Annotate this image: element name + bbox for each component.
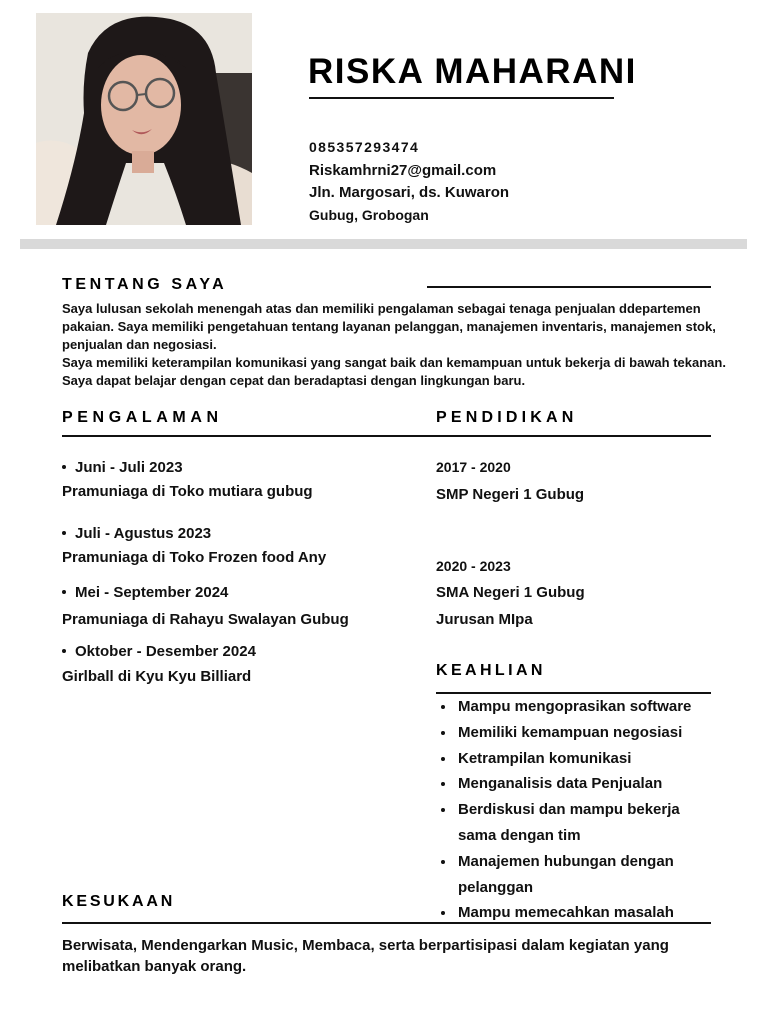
header-separator-band xyxy=(20,239,747,249)
address-line-1: Jln. Margosari, ds. Kuwaron xyxy=(309,184,510,201)
experience-role: Pramuniaga di Toko mutiara gubug xyxy=(62,483,313,500)
education-period: 2017 - 2020 xyxy=(436,459,511,475)
experience-period: Juni - Juli 2023 xyxy=(62,459,183,476)
about-paragraph-1: Saya lulusan sekolah menengah atas dan memiliki pengalaman sebagai tenaga penjualan ddepartemen pakaian. Saya memiliki pengetahuan tentang layanan pelanggan, manajemen inventaris, manajemen stok, penjualan dan negosiasi. xyxy=(62,301,716,352)
skill-item-continuation: pelanggan xyxy=(458,878,534,896)
bullet-icon xyxy=(62,465,66,469)
education-school: SMA Negeri 1 Gubug xyxy=(436,584,585,601)
education-major: Jurusan MIpa xyxy=(436,611,533,628)
skills-list xyxy=(440,694,691,926)
skill-item: Berdiskusi dan mampu bekerja xyxy=(440,797,691,823)
skill-item-continuation: sama dengan tim xyxy=(458,826,581,844)
about-paragraph-2: Saya memiliki keterampilan komunikasi yang sangat baik dan kemampuan untuk bekerja di bawah tekanan. Saya dapat belajar dengan cepat dan beradaptasi dengan lingkungan baru. xyxy=(62,355,726,388)
profile-photo xyxy=(36,13,252,225)
bullet-icon xyxy=(62,531,66,535)
experience-period: Juli - Agustus 2023 xyxy=(62,525,211,542)
hobbies-divider xyxy=(62,922,711,924)
candidate-name: RISKA MAHARANI xyxy=(308,52,637,91)
skill-item: Menganalisis data Penjualan xyxy=(440,771,691,797)
skills-heading: KEAHLIAN xyxy=(436,662,546,679)
email-address: Riskamhrni27@gmail.com xyxy=(309,162,497,179)
education-heading: PENDIDIKAN xyxy=(436,409,578,426)
experience-period: Mei - September 2024 xyxy=(62,584,228,601)
sections-divider xyxy=(62,435,711,437)
skill-item: Memiliki kemampuan negosiasi xyxy=(440,720,691,746)
skill-item: Manajemen hubungan dengan xyxy=(440,849,691,875)
about-heading: TENTANG SAYA xyxy=(62,276,228,293)
education-school: SMP Negeri 1 Gubug xyxy=(436,486,585,503)
hobbies-heading: KESUKAAN xyxy=(62,893,176,910)
education-period: 2020 - 2023 xyxy=(436,558,511,574)
experience-period: Oktober - Desember 2024 xyxy=(62,643,256,660)
skill-item: Mampu mengoprasikan software xyxy=(440,694,691,720)
experience-role: Pramuniaga di Toko Frozen food Any xyxy=(62,549,327,566)
experience-heading: PENGALAMAN xyxy=(62,409,223,426)
bullet-icon xyxy=(62,590,66,594)
about-text xyxy=(62,300,730,390)
bullet-icon xyxy=(62,649,66,653)
name-divider xyxy=(309,97,614,99)
experience-role: Girlball di Kyu Kyu Billiard xyxy=(62,668,252,685)
skill-item: Ketrampilan komunikasi xyxy=(440,746,691,772)
phone-number: 085357293474 xyxy=(309,139,420,155)
hobbies-text: Berwisata, Mendengarkan Music, Membaca, serta berpartisipasi dalam kegiatan yang melibatkan banyak orang. xyxy=(62,937,669,975)
address-line-2: Gubug, Grobogan xyxy=(309,207,429,223)
about-divider xyxy=(427,286,711,288)
experience-role: Pramuniaga di Rahayu Swalayan Gubug xyxy=(62,611,349,628)
skill-item: Mampu memecahkan masalah xyxy=(440,900,691,926)
